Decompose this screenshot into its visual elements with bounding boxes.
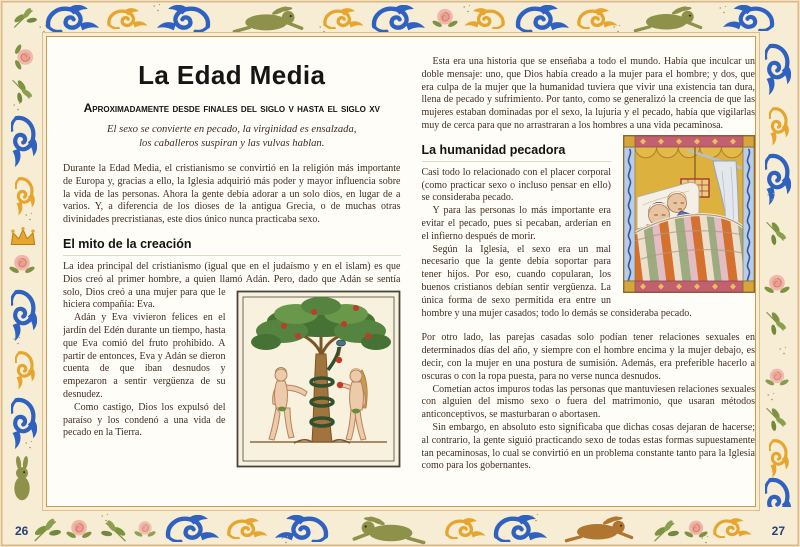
acanthus-scroll-icon: [168, 515, 219, 542]
rose-icon: [432, 9, 459, 28]
illuminated-border-bottom: [0, 507, 800, 547]
acanthus-scroll-icon: [496, 515, 547, 542]
epigraph: El sexo se convierte en pecado, la virginidad es ensalzada, los caballeros suspiran y las vulvas hablan.: [107, 124, 357, 149]
rose-icon: [684, 521, 709, 539]
leaf-sprig-icon: [13, 79, 34, 103]
acanthus-scroll-icon: [16, 353, 35, 390]
leaf-sprig-icon: [767, 221, 788, 245]
acanthus-scroll-icon: [12, 292, 38, 341]
hare-icon: [354, 515, 423, 542]
page-title: La Edad Media: [138, 60, 326, 90]
rose-icon: [765, 369, 790, 387]
rose-icon: [9, 255, 36, 274]
acanthus-scroll-icon: [12, 118, 38, 167]
page-subtitle: Aproximadamente desde finales del siglo v hasta el siglo xv: [83, 101, 380, 115]
acanthus-scroll-icon: [770, 109, 789, 146]
acanthus-scroll-icon: [16, 179, 35, 216]
leaf-sprig-icon: [767, 311, 788, 335]
hare-icon: [14, 456, 29, 501]
leaf-sprig-icon: [33, 517, 61, 541]
paragraph: Cometían actos impuros todas las personas que mantuviesen relaciones sexuales con alguien del mismo sexo o fuera del matrimonio, que usaran métodos anticonceptivos, se masturbaran o abortasen.: [421, 383, 755, 421]
leaf-sprig-icon: [13, 7, 37, 28]
illuminated-border-top: [0, 0, 800, 36]
adam-and-eve-illustration: [236, 290, 401, 468]
hare-icon: [234, 5, 301, 32]
paragraph: Esta era una historia que se enseñaba a todo el mundo. Había que inculcar un doble mensaje: uno, que Dios había creado a la mujer para el hombre; y dos, que era culpa de la mujer que la humanidad tuviera que vivir una existencia tan dura, llena de pecado y sufrimiento. Por tanto, como se generalizó la creencia de que las mujeres estaban dominadas por el sexo, la lujuria y el pecado, había que vigilarlas muy de cerca para que no arrastraran a los hombres a una vida pecaminosa.: [421, 56, 755, 131]
paragraph: Sin embargo, en absoluto esto significaba que dichas cosas dejaran de hacerse; al contrario, la gente siguió practicando sexo de todas estas formas supuestamente tan pecaminosas, lo cual se convirtió en un problema constante tanto para la Iglesia como para los gobernantes.: [421, 421, 755, 472]
paragraph: Adán y Eva vivieron felices en el jardín del Edén durante un tiempo, hasta que Eva comió del fruto prohibido. A partir de entonces, Eva y Adán se dieron cuenta de que iban desnudos y empezaron a sentir vergüenza de su desnudez.: [63, 312, 226, 400]
section-heading-sinful-humanity: La humanidad pecadora: [422, 143, 612, 162]
paragraph: Según la Iglesia, el sexo era un mal necesario que la gente debía soportar para tener hijos. Por eso, cuando copularan, los buenos cristianos debían sentir vergüenza. La única forma de sexo permitida era entre un hombre y una mujer casados; todo lo demás se consideraba pecado.: [421, 243, 692, 319]
rose-icon: [14, 44, 33, 71]
illuminated-border-right: [756, 36, 800, 507]
paragraph: Y para las personas lo más importante era evitar el pecado, pues si pecaban, arderían en el infierno después de morir.: [421, 205, 611, 242]
acanthus-scroll-icon: [465, 8, 504, 28]
acanthus-scroll-icon: [12, 400, 38, 449]
paragraph: La idea principal del cristianismo (igual que en el judaísmo y en el islam) es que Dios creó al primer hombre, a quien llamó Adán. Pero, dado que Adán se sentía solo, Dios creó a una mujer para que le hiciera compañía: Eva.: [63, 261, 401, 312]
hare-icon: [635, 5, 700, 31]
paragraph: Casi todo lo relacionado con el placer corporal (como practicar sexo o incluso pensar en ello) se consideraba pecado.: [421, 166, 611, 204]
squirrel-icon: [566, 515, 631, 541]
acanthus-scroll-icon: [518, 5, 569, 32]
paragraph: Durante la Edad Media, el cristianismo se convirtió en la religión más importante de Europa y, gracias a ello, la Iglesia adquirió más poder y mayor influencia sobre la vida de las personas. Ahora la gente debía adorar a un solo dios, en lugar de a varios. Y, a diferencia de los dioses de la antigua Grecia, o de muchas otras divinidades precristianas, este dios único nunca practicaba sexo.: [63, 163, 401, 226]
rose-icon: [764, 275, 791, 294]
acanthus-scroll-icon: [579, 8, 618, 28]
page-number-left: 26: [15, 524, 29, 538]
paragraph: Por otro lado, las parejas casadas solo podían tener relaciones sexuales en determinados días del año, y siempre con el hombre encima y la mujer debajo, es decir, con la mujer en una postura de sumisión. Además, era preferible hacerlo a oscuras o con la ropa puesta, para no verse nunca desnudos.: [421, 332, 755, 382]
acanthus-scroll-icon: [229, 518, 268, 538]
rose-icon: [66, 520, 93, 539]
rose-icon: [134, 521, 157, 537]
section-heading-creation-myth: El mito de la creación: [63, 237, 401, 256]
acanthus-scroll-icon: [374, 5, 425, 32]
acanthus-scroll-icon: [325, 8, 364, 28]
page-content: [46, 36, 756, 507]
acanthus-scroll-icon: [766, 46, 792, 95]
acanthus-scroll-icon: [766, 480, 792, 507]
left-page: [63, 37, 401, 506]
acanthus-scroll-icon: [723, 5, 772, 31]
paragraph: Como castigo, Dios los expulsó del paraíso y los condenó a una vida de pecado en la Tierra.: [63, 401, 226, 439]
page-number-right: 27: [771, 524, 785, 538]
couple-in-bed-illustration: [623, 135, 755, 293]
leaf-sprig-icon: [767, 407, 788, 431]
right-page: [422, 37, 756, 506]
illuminated-border-left: [0, 36, 46, 507]
acanthus-scroll-icon: [766, 156, 792, 205]
acanthus-scroll-icon: [109, 8, 148, 28]
acanthus-scroll-icon: [770, 441, 789, 478]
crown-icon: [11, 227, 34, 245]
acanthus-scroll-icon: [48, 5, 99, 32]
acanthus-scroll-icon: [157, 5, 208, 32]
acanthus-scroll-icon: [715, 518, 752, 537]
acanthus-scroll-icon: [447, 518, 486, 538]
leaf-sprig-icon: [653, 519, 679, 541]
leaf-sprig-icon: [101, 519, 127, 541]
